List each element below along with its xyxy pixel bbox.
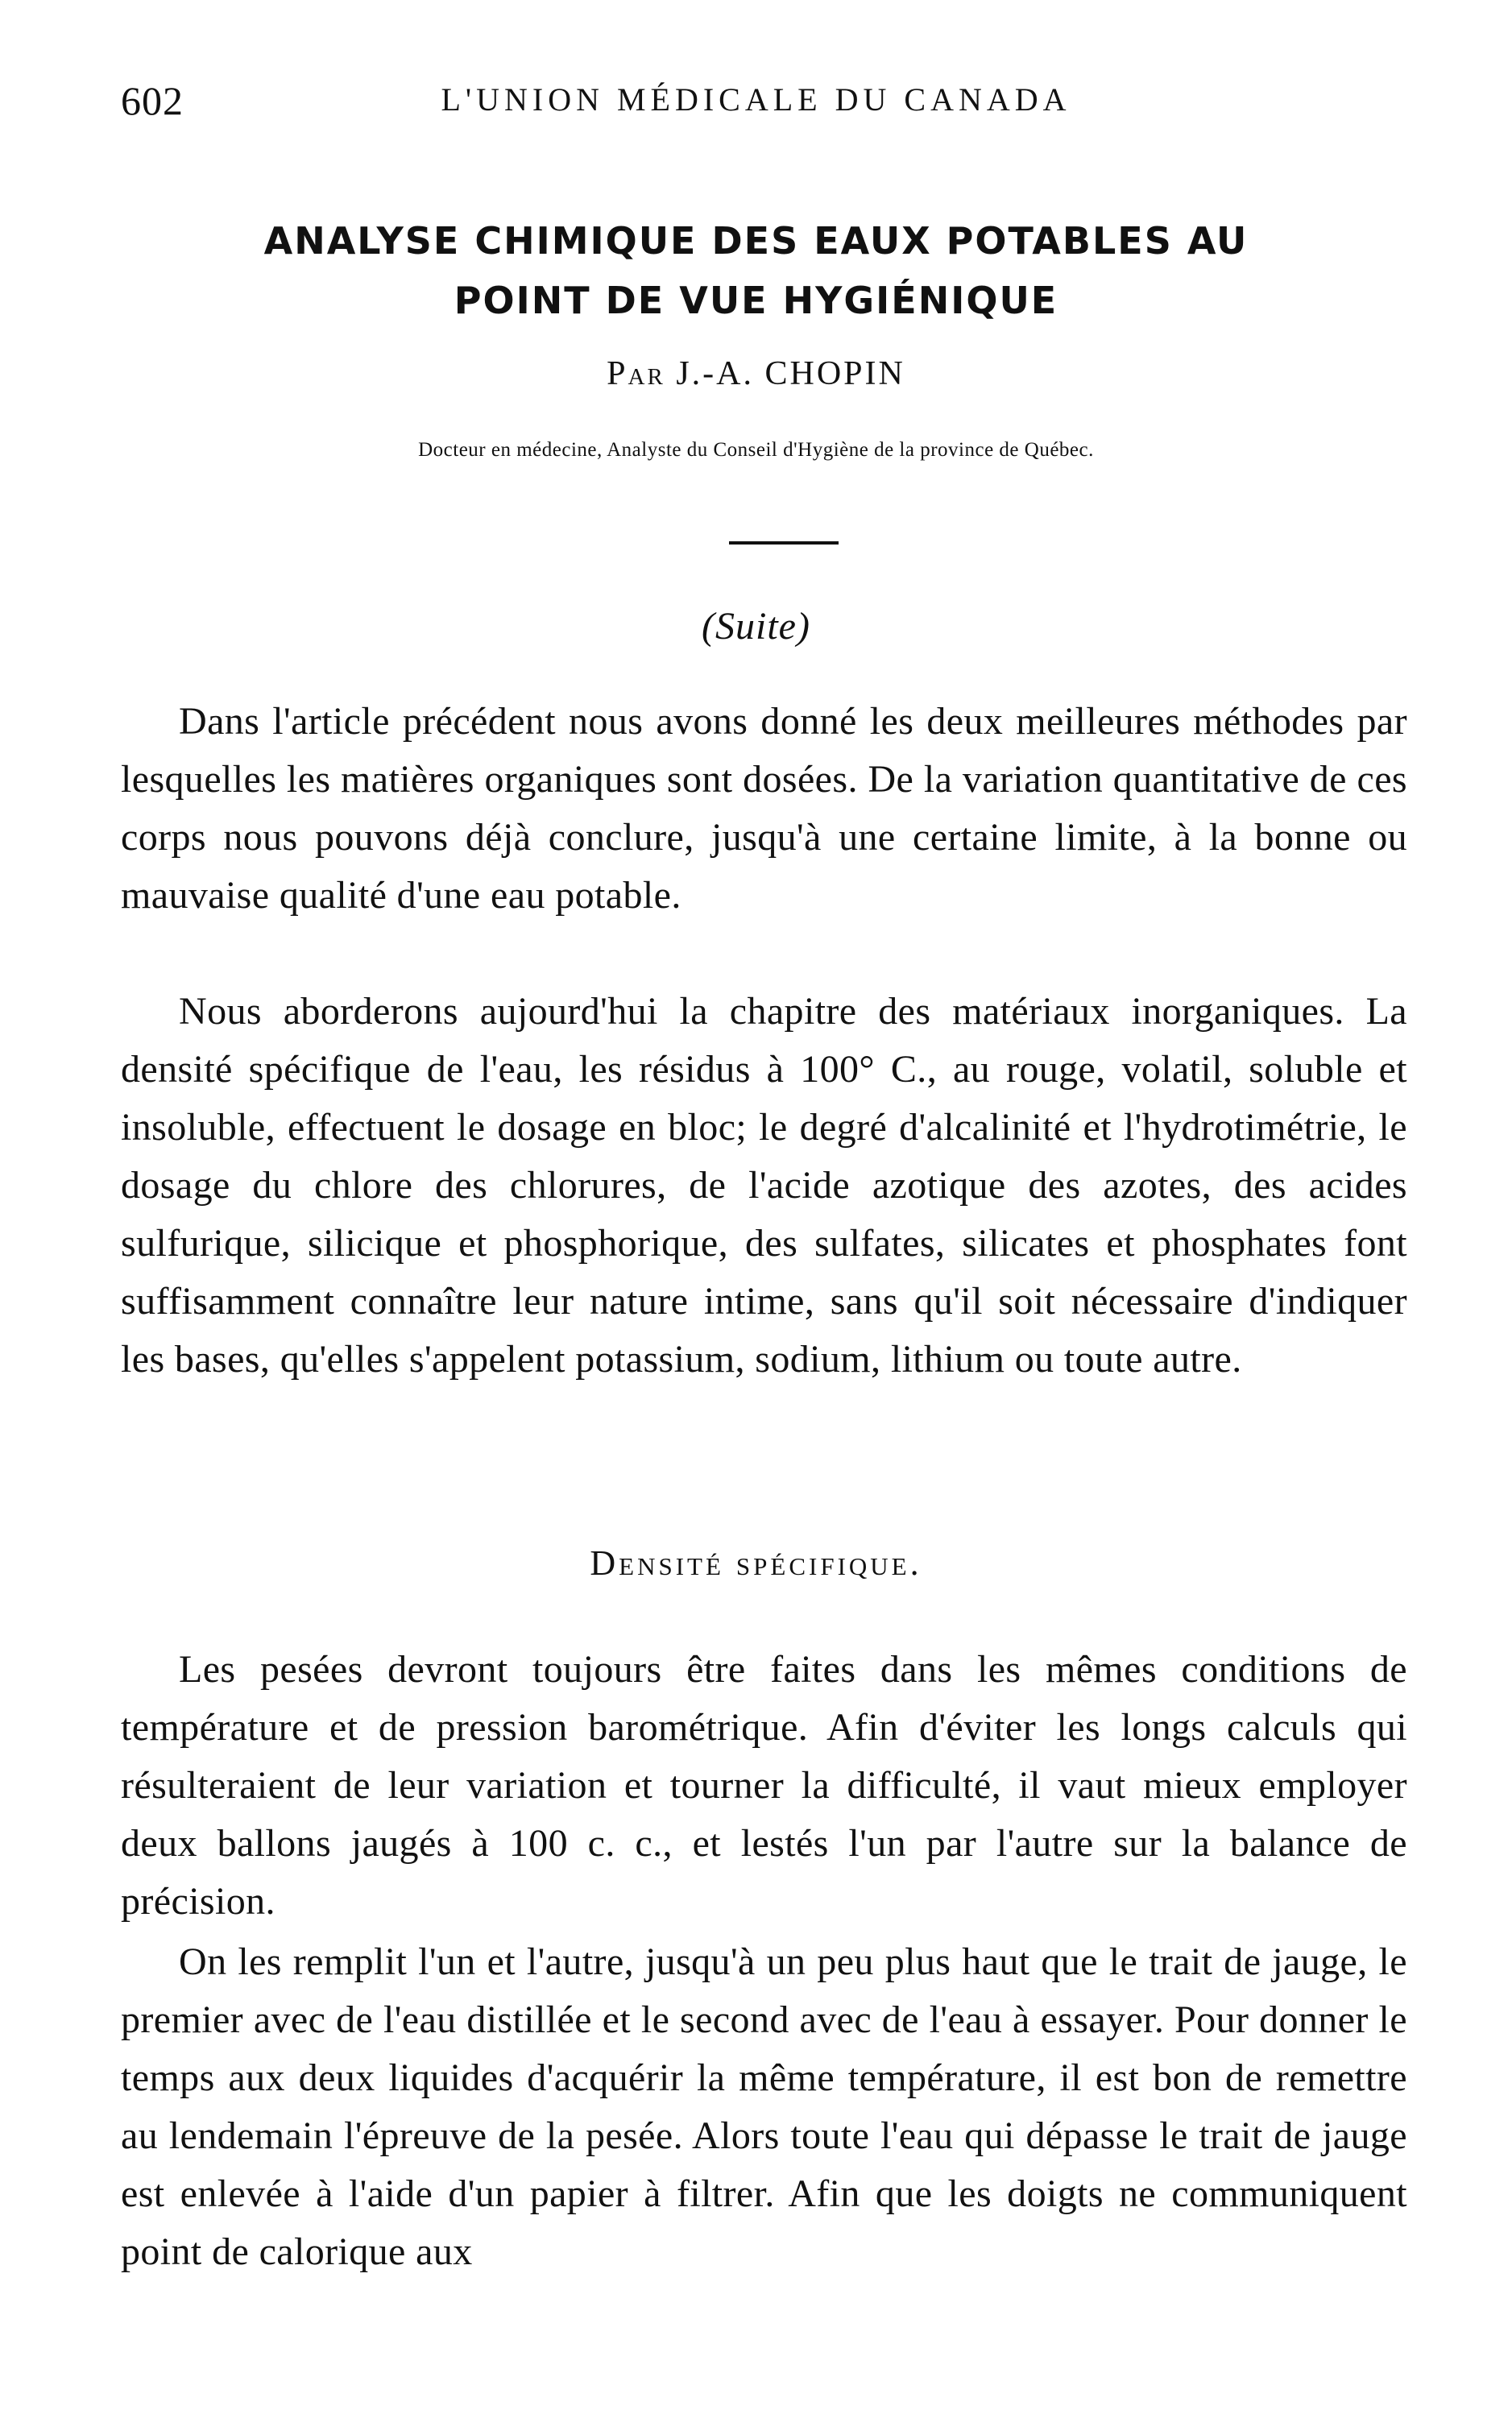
author-affiliation: Docteur en médecine, Analyste du Conseil d'Hygiène de la province de Québec.	[418, 439, 1094, 461]
journal-title: L'UNION MÉDICALE DU CANADA	[441, 81, 1071, 118]
continued-label: (Suite)	[702, 605, 810, 648]
separator-rule	[729, 541, 839, 545]
author-name: J.-A. CHOPIN	[676, 355, 905, 392]
section-heading: Densité spécifique.	[590, 1543, 922, 1583]
article-title-line-2: POINT DE VUE HYGIÉNIQUE	[454, 279, 1058, 322]
body-paragraph-1: Dans l'article précédent nous avons donné les deux meilleures méthodes par lesquelles les matières organiques sont dosées. De la variation quantitative de ces corps nous pouvons déjà conclure, jusqu'à une certaine limite, à la bonne ou mauvaise qualité d'une eau potable.	[121, 700, 1407, 917]
body-paragraph-2: Nous aborderons aujourd'hui la chapitre des matériaux inorganiques. La densité spécifique de l'eau, les résidus à 100° C., au rouge, volatil, soluble et insoluble, effectuent le dosage en bloc; le degré d'alcalinité et l'hydrotimétrie, le dosage du chlore des chlorures, de l'acide azotique des azotes, des acides sulfurique, silicique et phosphorique, des sulfates, silicates et phosphates font suffisamment connaître leur nature intime, sans qu'il soit nécessaire d'indiquer les bases, qu'elles s'appelent potassium, sodium, lithium ou toute autre.	[121, 990, 1407, 1381]
body-paragraph-4: On les remplit l'un et l'autre, jusqu'à un peu plus haut que le trait de jauge, le premier avec de l'eau distillée et le second avec de l'eau à essayer. Pour donner le temps aux deux liquides d'acquérir la même température, il est bon de remettre au lendemain l'épreuve de la pesée. Alors toute l'eau qui dépasse le trait de jauge est enlevée à l'aide d'un papier à filtrer. Afin que les doigts ne communiquent point de calorique aux	[121, 1940, 1407, 2273]
article-title	[121, 211, 1391, 330]
page-number: 602	[121, 78, 184, 123]
article-title-line-1: ANALYSE CHIMIQUE DES EAUX POTABLES AU	[263, 219, 1249, 263]
running-head	[121, 77, 1391, 134]
byline-prefix: Par	[607, 355, 665, 392]
body-paragraph-3: Les pesées devront toujours être faites dans les mêmes conditions de température et de pression barométrique. Afin d'éviter les longs calculs qui résulteraient de leur variation et tourner la difficulté, il vaut mieux employer deux ballons jaugés à 100 c. c., et lestés l'un par l'autre sur la balance de précision.	[121, 1648, 1407, 1923]
byline	[121, 354, 1391, 393]
